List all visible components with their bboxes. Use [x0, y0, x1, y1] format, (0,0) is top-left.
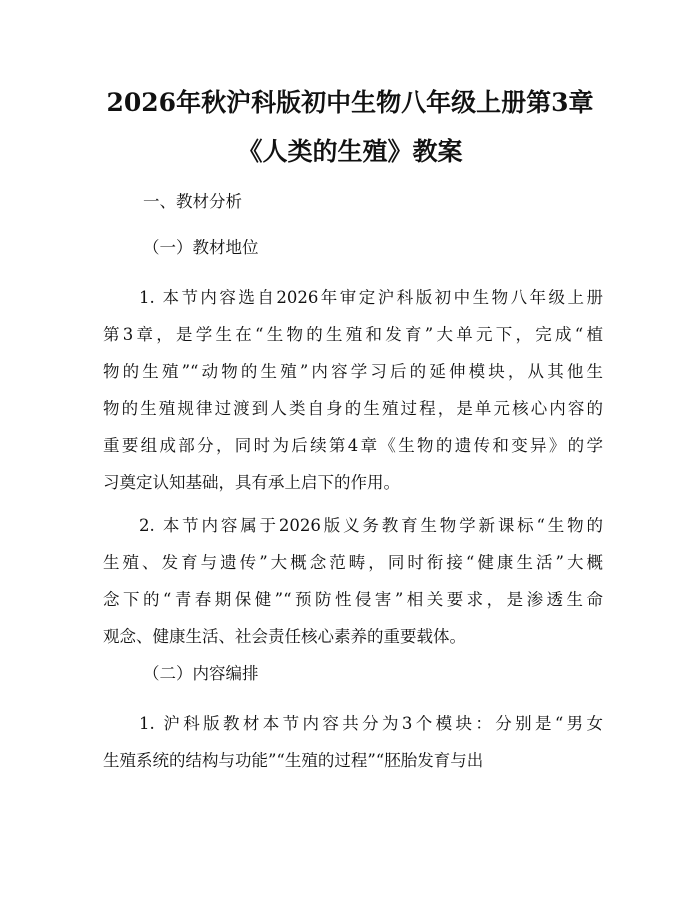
document-title-line-1: 2026年秋沪科版初中生物八年级上册第3章 — [106, 88, 594, 117]
paragraph-line: 生殖系统的结构与功能”“生殖的过程”“胚胎发育与出 — [103, 751, 484, 770]
paragraph-line: 重要组成部分，同时为后续第4章《生物的遗传和变异》的学 — [103, 436, 603, 455]
paragraph-line: 念下的“青春期保健”“预防性侵害”相关要求，是渗透生命 — [103, 590, 603, 609]
section-heading-textbook-analysis: 一、教材分析 — [143, 192, 242, 211]
paragraph-line: 生殖、发育与遗传”大概念范畴，同时衔接“健康生活”大概 — [103, 553, 603, 572]
paragraph-line: 第3章，是学生在“生物的生殖和发育”大单元下，完成“植 — [103, 325, 603, 344]
paragraph-line: 1. 本节内容选自2026年审定沪科版初中生物八年级上册 — [139, 288, 603, 307]
document-title-line-2: 《人类的生殖》教案 — [237, 137, 463, 166]
subsection-heading-content-arrangement: （二）内容编排 — [143, 664, 259, 683]
paragraph-line: 习奠定认知基础，具有承上启下的作用。 — [103, 473, 400, 492]
paragraph-line: 物的生殖规律过渡到人类自身的生殖过程，是单元核心内容的 — [103, 399, 603, 418]
subsection-heading-textbook-status: （一）教材地位 — [143, 238, 259, 257]
paragraph-line: 2. 本节内容属于2026版义务教育生物学新课标“生物的 — [139, 516, 603, 535]
paragraph-line: 观念、健康生活、社会责任核心素养的重要载体。 — [103, 627, 466, 646]
paragraph-line: 1. 沪科版教材本节内容共分为3个模块：分别是“男女 — [139, 714, 603, 733]
paragraph-line: 物的生殖”“动物的生殖”内容学习后的延伸模块，从其他生 — [103, 362, 603, 381]
